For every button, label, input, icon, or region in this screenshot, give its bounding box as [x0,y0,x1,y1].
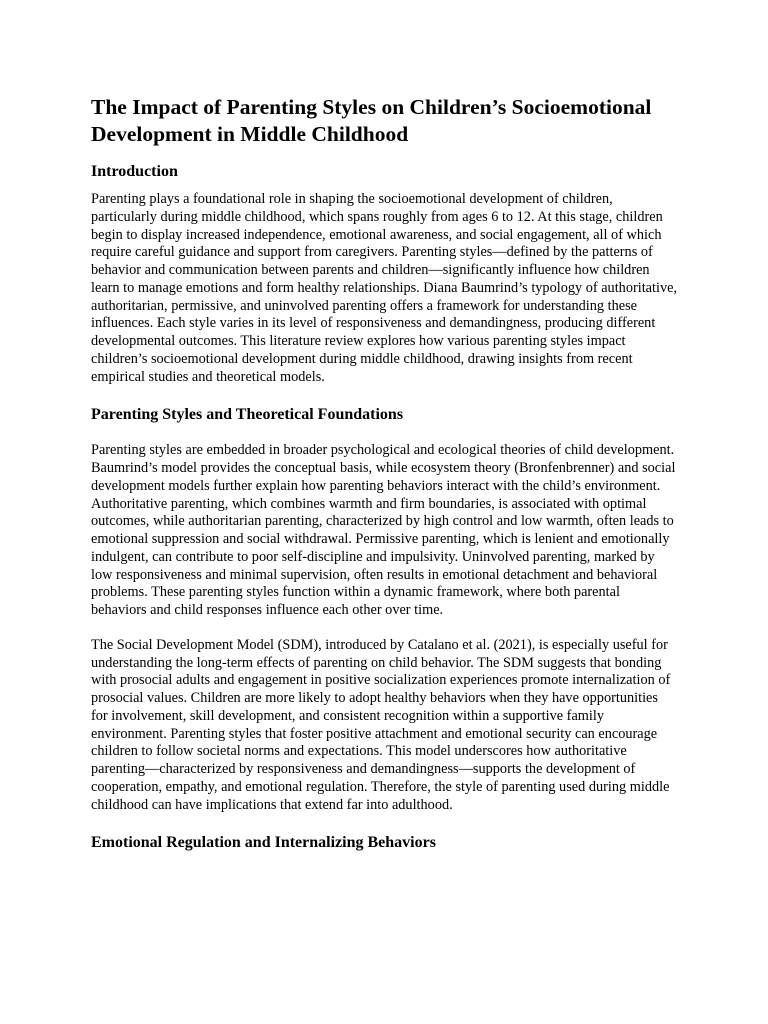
section-heading-emotional-regulation: Emotional Regulation and Internalizing Behaviors [91,834,436,852]
section-heading-parenting-styles: Parenting Styles and Theoretical Foundations [91,406,404,424]
section-heading-introduction: Introduction [91,163,178,180]
document-title: The Impact of Parenting Styles on Children’s Socioemotional Development in Middle Childhood [91,95,652,146]
introduction-paragraph: Parenting plays a foundational role in shaping the socioemotional development of children, particularly during middle childhood, which spans roughly from ages 6 to 12. At this stage, children begin to display increased independence, emotional awareness, and social engagement, all of which require careful guidance and support from caregivers. Parenting styles—defined by the patterns of behavior and communication between parents and children—significantly influence how children learn to manage emotions and form healthy relationships. Diana Baumrind’s typology of authoritative, authoritarian, permissive, and uninvolved parenting offers a framework for understanding these influences. Each style varies in its level of responsiveness and demandingness, producing different developmental outcomes. This literature review explores how various parenting styles impact children’s socioemotional development during middle childhood, drawing insights from recent empirical studies and theoretical models. [91,191,678,385]
parenting-styles-paragraph-2: The Social Development Model (SDM), introduced by Catalano et al. (2021), is especially useful for understanding the long-term effects of parenting on child behavior. The SDM suggests that bonding with prosocial adults and engagement in positive socialization experiences promote internalization of prosocial values. Children are more likely to adopt healthy behaviors when they have opportunities for involvement, skill development, and consistent recognition within a supportive family environment. Parenting styles that foster positive attachment and emotional security can encourage children to follow societal norms and expectations. This model underscores how authoritative parenting—characterized by responsiveness and demandingness—supports the development of cooperation, empathy, and emotional regulation. Therefore, the style of parenting used during middle childhood can have implications that extend far into adulthood. [91,636,671,813]
parenting-styles-paragraph-1: Parenting styles are embedded in broader psychological and ecological theories of child development. Baumrind’s model provides the conceptual basis, while ecosystem theory (Bronfenbrenner) and social development models further explain how parenting behaviors interact with the child’s environment. Authoritative parenting, which combines warmth and firm boundaries, is associated with optimal outcomes, while authoritarian parenting, characterized by high control and low warmth, often leads to emotional suppression and social withdrawal. Permissive parenting, which is lenient and emotionally indulgent, can contribute to poor self-discipline and impulsivity. Uninvolved parenting, marked by low responsiveness and minimal supervision, often results in emotional detachment and behavioral problems. These parenting styles function within a dynamic framework, where both parental behaviors and child responses influence each other over time. [91,442,676,618]
